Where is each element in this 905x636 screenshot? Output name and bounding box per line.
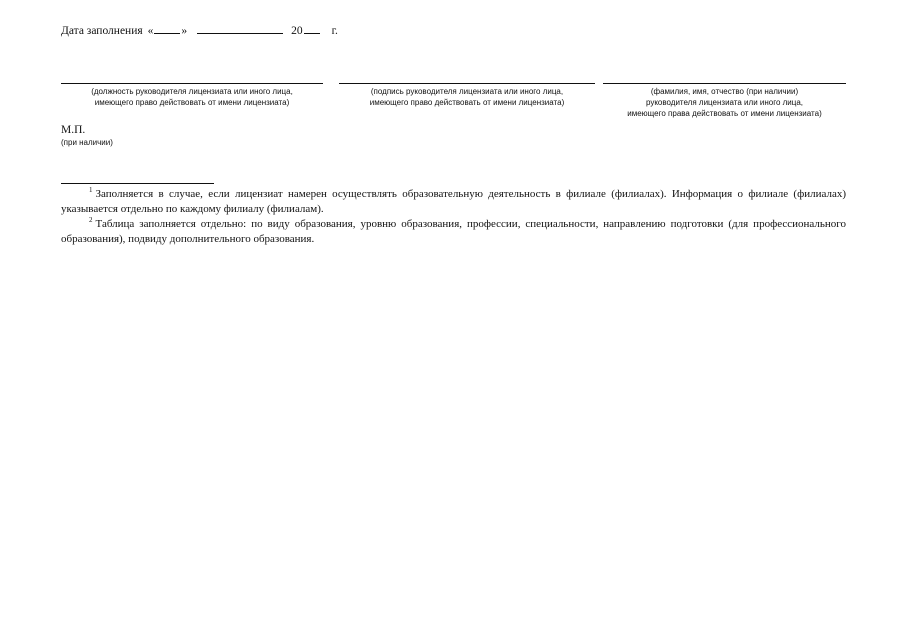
fill-date-label: Дата заполнения <box>61 25 143 37</box>
footnote-1 <box>61 187 846 217</box>
month-blank-field[interactable] <box>197 22 283 34</box>
full-name-caption-line-1: (фамилия, имя, отчество (при наличии) <box>650 87 799 96</box>
full-name-caption-line-2: руководителя лицензиата или иного лица, <box>645 98 804 107</box>
signature-line[interactable] <box>339 83 595 84</box>
footnote-1-text: Заполняется в случае, если лицензиат намерен осуществлять образовательную деятельность в филиале (филиалах). Информация о филиале (филиалах) указывается отдельно по каждому филиалу (филиалам). <box>61 188 846 215</box>
footnote-2-marker: 2 <box>89 216 93 224</box>
stamp-label: М.П. <box>61 124 86 136</box>
footnote-2-text: Таблица заполняется отдельно: по виду образования, уровню образования, профессии, специальности, направлению подготовки (для профессионального образования), подвиду дополнительного образования. <box>61 218 846 245</box>
footnote-separator <box>61 183 214 184</box>
footnotes <box>61 187 846 247</box>
century-prefix: 20 <box>291 25 303 37</box>
full-name-caption <box>600 86 849 119</box>
signature-caption-line-2: имеющего право действовать от имени лицензиата) <box>369 98 565 107</box>
signature-caption <box>339 86 595 108</box>
position-signature-line[interactable] <box>61 83 323 84</box>
full-name-caption-line-3: имеющего права действовать от имени лицензиата) <box>627 109 822 118</box>
stamp-note: (при наличии) <box>61 138 113 147</box>
footnote-1-marker: 1 <box>89 186 93 194</box>
year-blank-field[interactable] <box>304 22 320 34</box>
position-caption <box>61 86 323 108</box>
footnote-2 <box>61 217 846 247</box>
fill-date-line <box>61 22 338 37</box>
open-quote: « <box>147 25 154 37</box>
position-caption-line-2: имеющего право действовать от имени лицензиата) <box>94 98 290 107</box>
day-blank-field[interactable] <box>154 22 180 34</box>
position-caption-line-1: (должность руководителя лицензиата или иного лица, <box>91 87 293 96</box>
close-quote: » <box>181 25 188 37</box>
signature-caption-line-1: (подпись руководителя лицензиата или иного лица, <box>370 87 564 96</box>
year-suffix: г. <box>331 25 338 37</box>
full-name-line[interactable] <box>603 83 846 84</box>
